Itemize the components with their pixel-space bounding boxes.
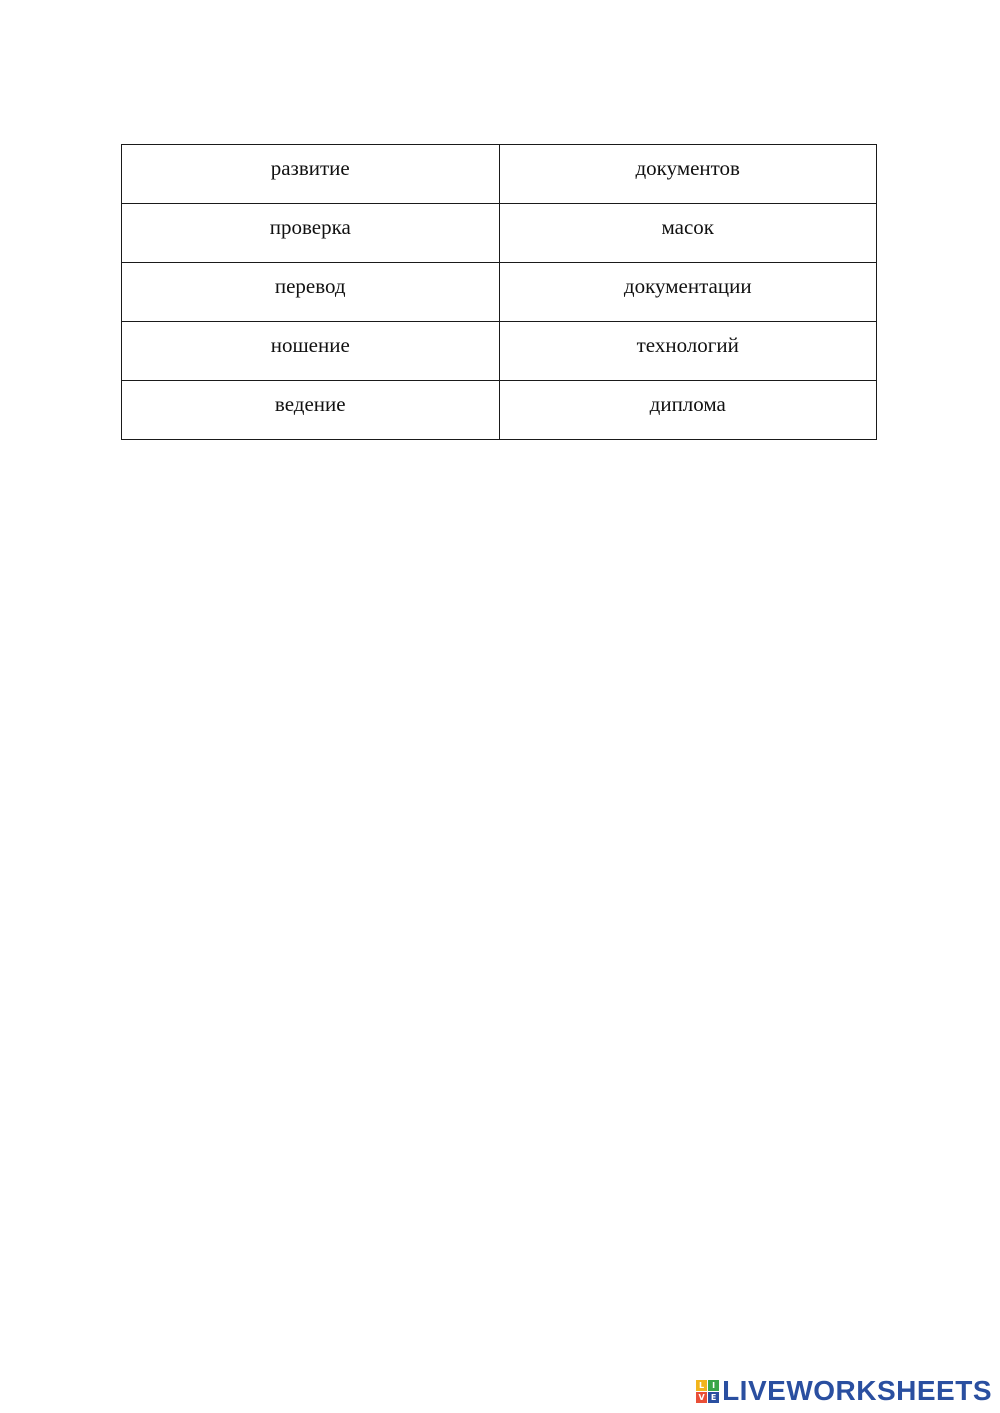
watermark-text: LIVEWORKSHEETS <box>722 1375 992 1406</box>
table-cell-left: ведение <box>122 381 500 440</box>
table-row <box>122 204 877 263</box>
table-cell-right: технологий <box>499 322 877 381</box>
liveworksheets-watermark <box>696 1375 992 1407</box>
table-row <box>122 263 877 322</box>
liveworksheets-logo-icon <box>696 1380 719 1403</box>
table-cell-right: документов <box>499 145 877 204</box>
table-cell-left: ношение <box>122 322 500 381</box>
table-cell-right: документации <box>499 263 877 322</box>
table-cell-right: масок <box>499 204 877 263</box>
table-cell-right: диплома <box>499 381 877 440</box>
logo-tile: V <box>696 1392 707 1403</box>
table-cell-left: перевод <box>122 263 500 322</box>
table-row <box>122 381 877 440</box>
table-row <box>122 145 877 204</box>
logo-tile: L <box>696 1380 707 1391</box>
table-cell-left: проверка <box>122 204 500 263</box>
logo-tile: I <box>708 1380 719 1391</box>
table-row <box>122 322 877 381</box>
table-cell-left: развитие <box>122 145 500 204</box>
logo-tile: E <box>708 1392 719 1403</box>
word-matching-table <box>121 144 877 440</box>
